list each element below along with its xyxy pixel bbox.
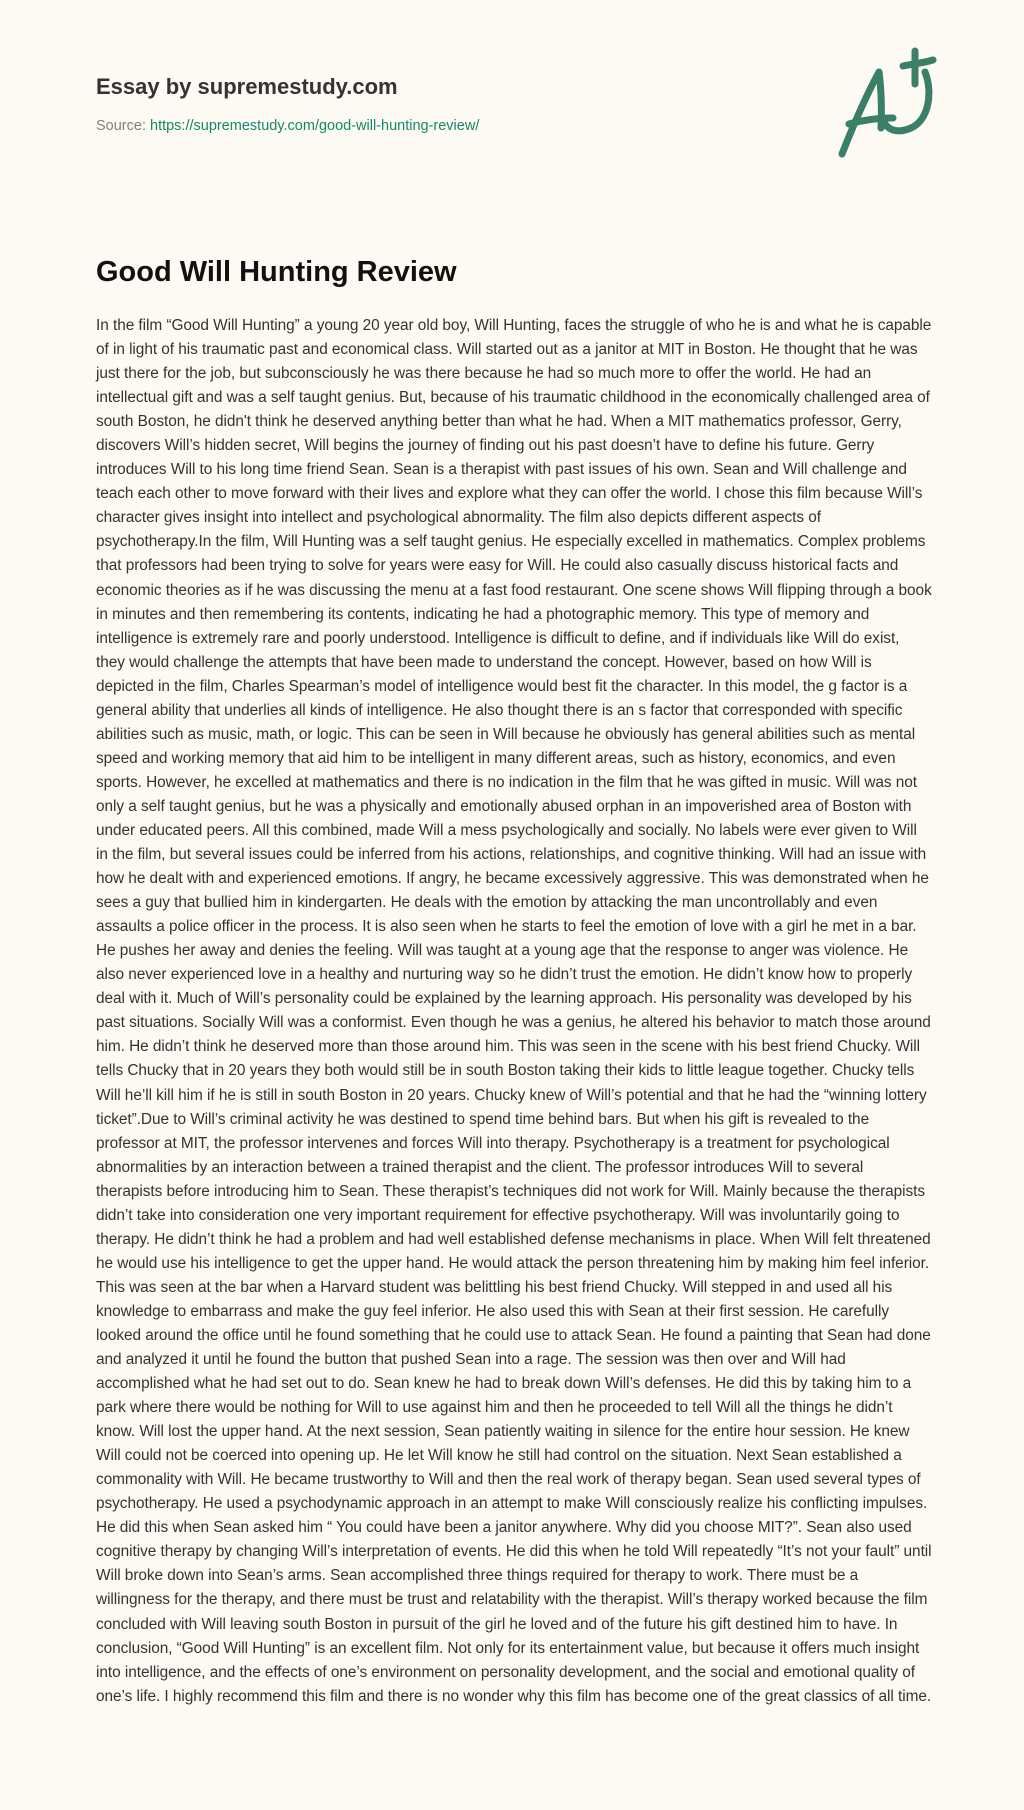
essay-header xyxy=(96,72,930,136)
a-plus-grade-icon xyxy=(815,36,945,166)
source-line xyxy=(96,116,930,136)
article-body xyxy=(96,314,932,1709)
article-title: Good Will Hunting Review xyxy=(96,256,457,288)
article-paragraph: In the film “Good Will Hunting” a young 20 year old boy, Will Hunting, faces the struggle of who he is and what he is capable of in light of his traumatic past and economical class. Will started out as a janitor at MIT in Boston. He thought that he was just there for the job, but subconsciously he was there because he had so much more to offer the world. He had an intellectual gift and was a self taught genius. But, because of his traumatic childhood in the economically challenged area of south Boston, he didn't think he deserved anything better than what he had. When a MIT mathematics professor, Gerry, discovers Will’s hidden secret, Will begins the journey of finding out his past doesn’t have to define his future. Gerry introduces Will to his long time friend Sean. Sean is a therapist with past issues of his own. Sean and Will challenge and teach each other to move forward with their lives and explore what they can offer the world. I chose this film because Will’s character gives insight into intellect and psychological abnormality. The film also depicts different aspects of psychotherapy.In the film, Will Hunting was a self taught genius. He especially excelled in mathematics. Complex problems that professors had been trying to solve for years were easy for Will. He could also casually discuss historical facts and economic theories as if he was discussing the menu at a fast food restaurant. One scene shows Will flipping through a book in minutes and then remembering its contents, indicating he had a photographic memory. This type of memory and intelligence is extremely rare and poorly understood. Intelligence is difficult to define, and if individuals like Will do exist, they would challenge the attempts that have been made to understand the concept. However, based on how Will is depicted in the film, Charles Spearman’s model of intelligence would best fit the character. In this model, the g factor is a general ability that underlies all kinds of intelligence. He also thought there is an s factor that corresponded with specific abilities such as music, math, or logic. This can be seen in Will because he obviously has general abilities such as mental speed and working memory that aid him to be intelligent in many different areas, such as history, economics, and even sports. However, he excelled at mathematics and there is no indication in the film that he was gifted in music. Will was not only a self taught genius, but he was a physically and emotionally abused orphan in an impoverished area of Boston with under educated peers. All this combined, made Will a mess psychologically and socially. No labels were ever given to Will in the film, but several issues could be inferred from his actions, relationships, and cognitive thinking. Will had an issue with how he dealt with and experienced emotions. If angry, he became excessively aggressive. This was demonstrated when he sees a guy that bullied him in kindergarten. He deals with the emotion by attacking the man uncontrollably and even assaults a police officer in the process. It is also seen when he starts to feel the emotion of love with a girl he met in a bar. He pushes her away and denies the feeling. Will was taught at a young age that the response to anger was violence. He also never experienced love in a healthy and nurturing way so he didn’t trust the emotion. He didn’t know how to properly deal with it. Much of Will’s personality could be explained by the learning approach. His personality was developed by his past situations. Socially Will was a conformist. Even though he was a genius, he altered his behavior to match those around him. He didn’t think he deserved more than those around him. This was seen in the scene with his best friend Chucky. Will tells Chucky that in 20 years they both would still be in south Boston taking their kids to little league together. Chucky tells Will he’ll kill him if he is still in south Boston in 20 years. Chucky knew of Will’s potential and that he had the “winning lottery ticket”.Due to Will’s criminal activity he was destined to spend time behind bars. But when his gift is revealed to the professor at MIT, the professor intervenes and forces Will into therapy. Psychotherapy is a treatment for psychological abnormalities by an interaction between a trained therapist and the client. The professor introduces Will to several therapists before introducing him to Sean. These therapist’s techniques did not work for Will. Mainly because the therapists didn’t take into consideration one very important requirement for effective psychotherapy. Will was involuntarily going to therapy. He didn’t think he had a problem and had well established defense mechanisms in place. When Will felt threatened he would use his intelligence to get the upper hand. He would attack the person threatening him by making him feel inferior. This was seen at the bar when a Harvard student was belittling his best friend Chucky. Will stepped in and used all his knowledge to embarrass and make the guy feel inferior. He also used this with Sean at their first session. He carefully looked around the office until he found something that he could use to attack Sean. He found a painting that Sean had done and analyzed it until he found the button that pushed Sean into a rage. The session was then over and Will had accomplished what he had set out to do. Sean knew he had to break down Will’s defenses. He did this by taking him to a park where there would be nothing for Will to use against him and then he proceeded to tell Will all the things he didn’t know. Will lost the upper hand. At the next session, Sean patiently waiting in silence for the entire hour session. He knew Will could not be coerced into opening up. He let Will know he still had control on the situation. Next Sean established a commonality with Will. He became trustworthy to Will and then the real work of therapy began. Sean used several types of psychotherapy. He used a psychodynamic approach in an attempt to make Will consciously realize his conflicting impulses. He did this when Sean asked him “ You could have been a janitor anywhere. Why did you choose MIT?”. Sean also used cognitive therapy by changing Will’s interpretation of events. He did this when he told Will repeatedly “It’s not your fault” until Will broke down into Sean’s arms. Sean accomplished three things required for therapy to work. There must be a willingness for the therapy, and there must be trust and relatability with the therapist. Will’s therapy worked because the film concluded with Will leaving south Boston in pursuit of the girl he loved and of the future his gift destined him to have. In conclusion, “Good Will Hunting” is an excellent film. Not only for its entertainment value, but because it offers much insight into intelligence, and the effects of one’s environment on personality development, and the social and emotional quality of one’s life. I highly recommend this film and there is no wonder why this film has become one of the great classics of all time. xyxy=(96,317,932,1705)
source-link[interactable]: https://supremestudy.com/good-will-hunting-review/ xyxy=(150,118,480,134)
essay-article xyxy=(96,252,932,1709)
source-label: Source: xyxy=(96,118,150,134)
site-title: Essay by supremestudy.com xyxy=(96,74,398,99)
